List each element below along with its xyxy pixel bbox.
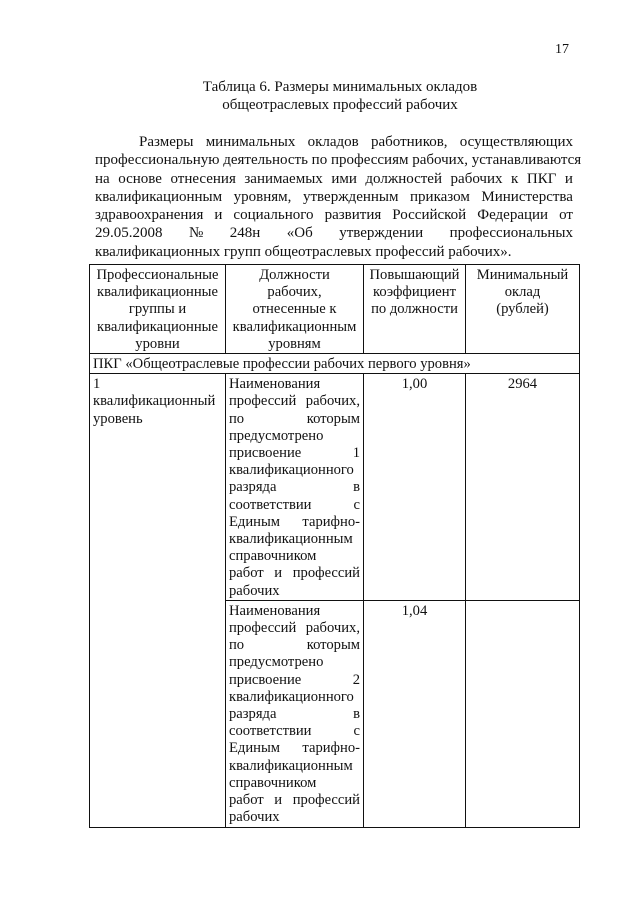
header-coefficient bbox=[364, 265, 466, 354]
qualification-level bbox=[90, 374, 226, 827]
word: Российской bbox=[392, 207, 467, 224]
word: 2 bbox=[352, 671, 360, 688]
word: Единым bbox=[229, 740, 280, 757]
word: № bbox=[188, 225, 204, 242]
cell-line: рабочих bbox=[229, 809, 280, 826]
word: работ bbox=[229, 565, 264, 582]
word: которым bbox=[306, 410, 360, 427]
word: к bbox=[511, 170, 519, 187]
cell-line: справочником bbox=[229, 548, 317, 565]
word: тарифно- bbox=[302, 513, 360, 530]
page-number: 17 bbox=[555, 42, 569, 57]
word: рабочих bbox=[450, 170, 503, 187]
cell-line: по должности bbox=[371, 301, 458, 318]
header-positions bbox=[226, 265, 364, 354]
word: присвоение bbox=[229, 671, 302, 688]
word: Министерства bbox=[481, 188, 573, 205]
cell-line: уровням bbox=[268, 335, 321, 352]
table-header-row bbox=[90, 265, 580, 354]
cell-line bbox=[229, 411, 360, 428]
cell-line: Повышающий bbox=[369, 267, 460, 283]
word: утверждении bbox=[339, 225, 424, 242]
intro-paragraph bbox=[95, 133, 582, 261]
word: ими bbox=[331, 170, 357, 187]
word: развития bbox=[324, 207, 382, 224]
word: работ bbox=[229, 792, 264, 809]
cell-line: уровень bbox=[93, 410, 143, 427]
header-qualification-groups bbox=[90, 265, 226, 354]
cell-line: Минимальный bbox=[476, 267, 569, 283]
word: соответствии bbox=[229, 496, 312, 513]
cell-line: квалификационного bbox=[229, 462, 354, 479]
cell-line: отнесенные к bbox=[252, 301, 337, 318]
word: тарифно- bbox=[302, 740, 360, 757]
cell-line: предусмотрено bbox=[229, 427, 324, 444]
word: рабочих, bbox=[305, 393, 360, 410]
salary-table bbox=[89, 264, 580, 828]
word: 248н bbox=[229, 225, 261, 242]
word: присвоение bbox=[229, 445, 302, 462]
word: по bbox=[229, 410, 245, 427]
word: на bbox=[95, 170, 110, 187]
word: и bbox=[564, 170, 573, 187]
coefficient-value: 1,04 bbox=[364, 600, 466, 827]
cell-line: Должности bbox=[259, 267, 330, 283]
cell-line: рабочих bbox=[229, 582, 280, 599]
cell-line: уровни bbox=[135, 335, 180, 352]
word: с bbox=[353, 496, 360, 513]
header-min-salary bbox=[466, 265, 580, 354]
word: социального bbox=[233, 207, 314, 224]
cell-line: квалификационный bbox=[93, 393, 216, 410]
intro-line-4 bbox=[95, 188, 573, 206]
cell-line: квалификационные bbox=[97, 284, 218, 301]
word: профессий bbox=[292, 792, 360, 809]
word: в bbox=[353, 706, 360, 723]
table-row bbox=[90, 374, 580, 601]
word: и bbox=[274, 565, 283, 582]
word: профессий bbox=[229, 620, 297, 637]
position-description bbox=[226, 374, 364, 601]
cell-line: Наименования bbox=[229, 602, 321, 619]
cell-line bbox=[229, 672, 360, 689]
word: 1 bbox=[352, 445, 360, 462]
table-title-line-2: общеотраслевых профессий рабочих bbox=[222, 97, 458, 113]
cell-line: Наименования bbox=[229, 376, 321, 393]
cell-line: квалификационным bbox=[229, 757, 353, 774]
intro-line-1 bbox=[95, 133, 573, 151]
cell-line: справочником bbox=[229, 774, 317, 791]
word: профессий bbox=[229, 393, 297, 410]
intro-line-2: профессиональную деятельность по профессиям рабочих, устанавливаются bbox=[95, 152, 582, 169]
word: уровням, bbox=[233, 188, 292, 205]
cell-line: оклад bbox=[504, 284, 541, 301]
word: занимаемых bbox=[244, 170, 323, 187]
word: основе bbox=[118, 170, 162, 187]
word: профессиональных bbox=[449, 225, 573, 242]
word: Размеры bbox=[139, 134, 194, 150]
word: Единым bbox=[229, 513, 280, 530]
cell-line: предусмотрено bbox=[229, 654, 324, 671]
word: и bbox=[274, 792, 283, 809]
cell-line bbox=[229, 637, 360, 654]
word: приказом bbox=[410, 188, 470, 205]
cell-line bbox=[229, 620, 360, 637]
word: работников, bbox=[371, 134, 448, 150]
word: «Об bbox=[286, 225, 313, 242]
word: с bbox=[353, 723, 360, 740]
salary-value bbox=[466, 600, 580, 827]
intro-line-3 bbox=[95, 170, 573, 188]
cell-line: квалификационного bbox=[229, 688, 354, 705]
word: здравоохранения bbox=[95, 207, 204, 224]
cell-line bbox=[229, 514, 360, 531]
position-description bbox=[226, 600, 364, 827]
word: 29.05.2008 bbox=[95, 225, 163, 242]
word: минимальных bbox=[205, 134, 296, 150]
cell-line: рабочих, bbox=[267, 284, 322, 301]
word: разряда bbox=[229, 706, 277, 723]
word: ПКГ bbox=[526, 170, 557, 187]
cell-line bbox=[229, 706, 360, 723]
word: должностей bbox=[365, 170, 442, 187]
word: разряда bbox=[229, 479, 277, 496]
word: и bbox=[214, 207, 223, 224]
intro-line-7: квалификационных групп общеотраслевых профессий рабочих». bbox=[95, 243, 512, 260]
word: окладов bbox=[307, 134, 359, 150]
cell-line bbox=[229, 723, 360, 740]
cell-line bbox=[229, 393, 360, 410]
coefficient-value: 1,00 bbox=[364, 374, 466, 601]
word: рабочих, bbox=[305, 620, 360, 637]
cell-line bbox=[229, 792, 360, 809]
cell-line bbox=[229, 445, 360, 462]
word: осуществляющих bbox=[459, 134, 573, 150]
cell-line bbox=[229, 565, 360, 582]
table-group-row bbox=[90, 354, 580, 374]
cell-line bbox=[229, 497, 360, 514]
salary-value: 2964 bbox=[466, 374, 580, 601]
word: от bbox=[559, 207, 573, 224]
table-title-line-1: Таблица 6. Размеры минимальных окладов bbox=[202, 79, 478, 95]
cell-line: Профессиональные bbox=[96, 267, 219, 283]
intro-line-6 bbox=[95, 224, 573, 242]
word: профессий bbox=[292, 565, 360, 582]
cell-line: (рублей) bbox=[496, 301, 549, 318]
word: отнесения bbox=[170, 170, 236, 187]
word: квалификационным bbox=[95, 188, 223, 205]
cell-line: квалификационным bbox=[232, 318, 357, 335]
cell-line: 1 bbox=[93, 376, 101, 393]
cell-line bbox=[229, 479, 360, 496]
cell-line bbox=[229, 740, 360, 757]
group-title: ПКГ «Общеотраслевые профессии рабочих первого уровня» bbox=[90, 354, 580, 374]
word: по bbox=[229, 637, 245, 654]
intro-line-5 bbox=[95, 206, 573, 224]
cell-line: группы и bbox=[128, 301, 187, 318]
word: в bbox=[353, 479, 360, 496]
table-title bbox=[90, 78, 590, 114]
word: утвержденным bbox=[302, 188, 399, 205]
word: соответствии bbox=[229, 723, 312, 740]
cell-line: коэффициент bbox=[373, 284, 456, 301]
word: которым bbox=[306, 637, 360, 654]
word: Федерации bbox=[477, 207, 549, 224]
cell-line: квалификационным bbox=[229, 531, 353, 548]
cell-line: квалификационные bbox=[97, 318, 218, 335]
